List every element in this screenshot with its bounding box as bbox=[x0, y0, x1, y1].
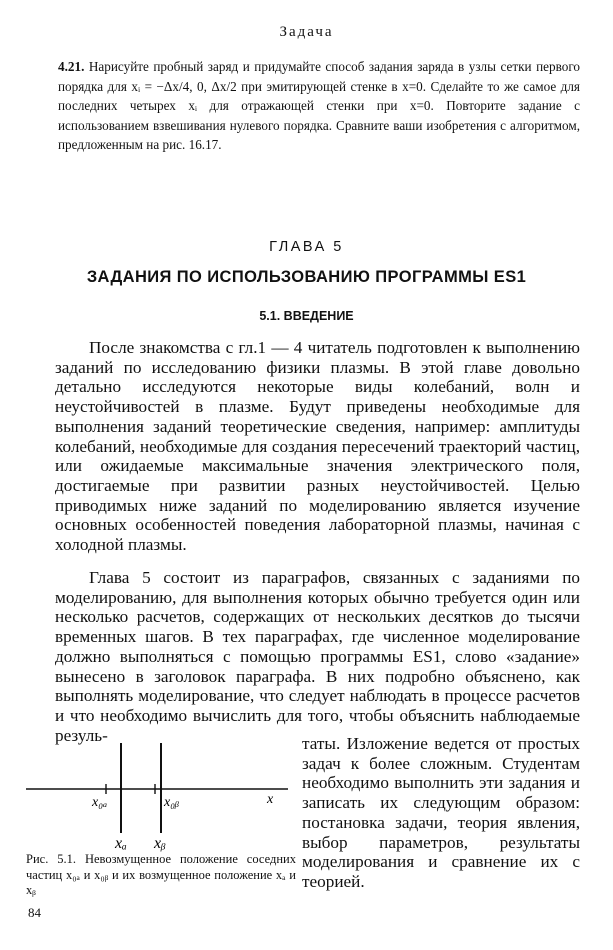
figure-caption-block bbox=[26, 852, 296, 899]
problem-block bbox=[58, 57, 580, 155]
figure-caption: Рис. 5.1. Невозмущенное положение соседних частиц x₀ₐ и x₀ᵦ и их возмущенное положение xₐ и xᵦ bbox=[26, 852, 296, 897]
chapter-title: ЗАДАНИЯ ПО ИСПОЛЬЗОВАНИЮ ПРОГРАММЫ ES1 bbox=[86, 268, 527, 286]
label-x0b: x₀ᵦ bbox=[164, 795, 180, 810]
body-paragraph-1-block bbox=[55, 338, 580, 555]
label-xb: xᵦ bbox=[154, 835, 166, 852]
body-paragraph-2: Глава 5 состоит из параграфов, связанных с заданиями по моделированию, для выполнения которых обычно требуется один или несколько расчетов, содержащих от нескольких десятков до тысячи временных шагов. В тех параграфах, где численное моделирование должно выполняться с помощью программы ES1, слово «задание» вынесено в заголовок параграфа. В них подробно объяснено, как выполнять моделирование, что следует наблюдать в процессе расчетов и что необходимо вычислить для того, чтобы объяснить наблюдаемые резуль- bbox=[55, 568, 580, 745]
label-x: x bbox=[267, 792, 274, 807]
label-x0a: x₀ₐ bbox=[92, 795, 108, 810]
running-header: Задача bbox=[279, 24, 334, 40]
figure-5-1 bbox=[26, 738, 296, 858]
body-paragraph-2-block bbox=[55, 568, 580, 745]
chapter-label: ГЛАВА 5 bbox=[269, 239, 344, 255]
body-paragraph-2-wrap: таты. Изложение ведется от простых задач к более сложным. Студентам необходимо выполнить эти задания и записать их следующим образом: постановка задачи, теория явления, выбор параметров, результаты моделирования и сравнение их с теорией. bbox=[302, 734, 580, 891]
body-paragraph-2-wrap-block bbox=[302, 734, 580, 892]
page-number: 84 bbox=[28, 905, 41, 920]
section-title: 5.1. ВВЕДЕНИЕ bbox=[259, 309, 354, 323]
body-paragraph-1: После знакомства с гл.1 — 4 читатель подготовлен к выполнению заданий по исследованию физики плазмы. В этой главе довольно детально исследуются некоторые виды колебаний, волн и неустойчивостей в плазме. Будут приведены необходимые для выполнения заданий теоретические сведения, например: амплитуды колебаний, необходимые для создания пересечений траекторий частиц, или ожидаемые максимальные значения электрического поля, достигаемые при развитии разных неустойчивостей. Целью приводимых ниже заданий по моделированию является изучение основных особенностей поведения лабораторной плазмы, начиная с холодной плазмы. bbox=[55, 338, 580, 555]
problem-text: Нарисуйте пробный заряд и придумайте способ задания заряда в узлы сетки первого порядка для xᵢ = −Δx/4, 0, Δx/2 при эмитирующей стенке в x=0. Сделайте то же самое для последних четырех xᵢ для отражающей стенки при x=0. Повторите задание с использованием взвешивания нулевого порядка. Сравните ваши изобретения с алгоритмом, предложенным на рис. 16.17. bbox=[58, 59, 581, 153]
problem-paragraph bbox=[58, 57, 580, 155]
problem-number: 4.21. bbox=[58, 59, 85, 74]
label-xa: xₐ bbox=[115, 835, 127, 852]
